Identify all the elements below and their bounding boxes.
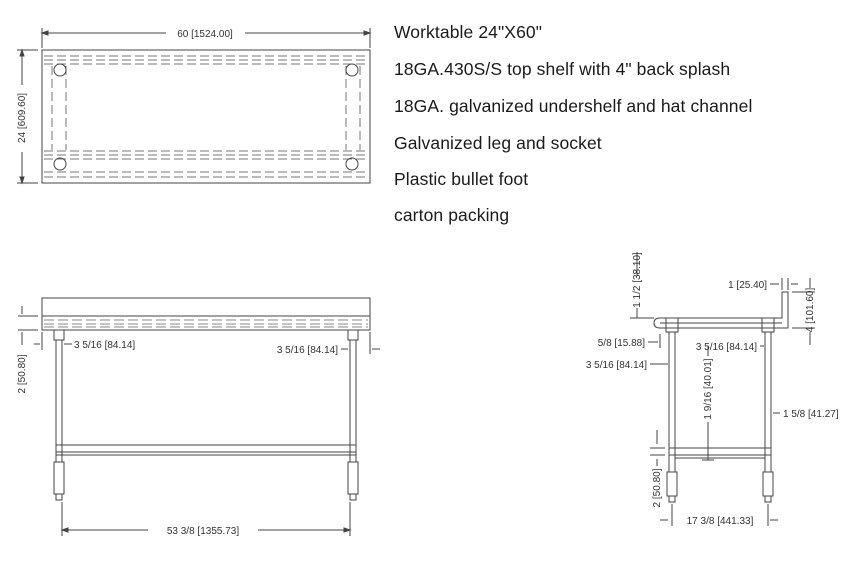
front-left-inset-dim: 3 5/16 [84.14] [74, 340, 136, 351]
spec-line-packing: carton packing [394, 205, 510, 225]
side-edge-dim: 5/8 [15.88] [597, 338, 645, 349]
front-right-inset-dim: 3 5/16 [84.14] [276, 345, 338, 356]
front-view-drawing [18, 298, 380, 536]
side-leg-right-dim: 1 5/8 [41.27] [783, 409, 839, 420]
side-inset-left-dim: 3 5/16 [84.14] [585, 360, 647, 371]
spec-line-undershelf: 18GA. galvanized undershelf and hat channel [394, 96, 753, 116]
side-leg-span-dim: 17 3/8 [441.33] [686, 516, 754, 527]
spec-line-foot: Plastic bullet foot [394, 169, 529, 189]
side-splash-thickness-dim: 1 [25.40] [728, 280, 767, 291]
front-leg-span-dim: 53 3/8 [1355.73] [166, 526, 240, 537]
spec-line-leg: Galvanized leg and socket [394, 133, 602, 153]
spec-line-top-shelf: 18GA.430S/S top shelf with 4" back splash [394, 59, 731, 79]
top-width-dim: 60 [1524.00] [177, 29, 233, 40]
side-leg-mid-dim: 1 9/16 [40.01] [703, 358, 714, 420]
side-backsplash-dim: 4 [101.60] [805, 287, 816, 333]
front-top-thickness-dim: 2 [50.80] [17, 354, 28, 394]
top-view-drawing [17, 28, 370, 183]
side-splash-height-dim: 1 1/2 [38.10] [632, 252, 643, 308]
top-depth-dim: 24 [609.60] [17, 92, 28, 144]
side-shelf-dim: 2 [50.80] [652, 468, 663, 508]
side-inset-mid-dim: 3 5/16 [84.14] [695, 342, 757, 353]
spec-line-title: Worktable 24"X60" [394, 22, 543, 42]
